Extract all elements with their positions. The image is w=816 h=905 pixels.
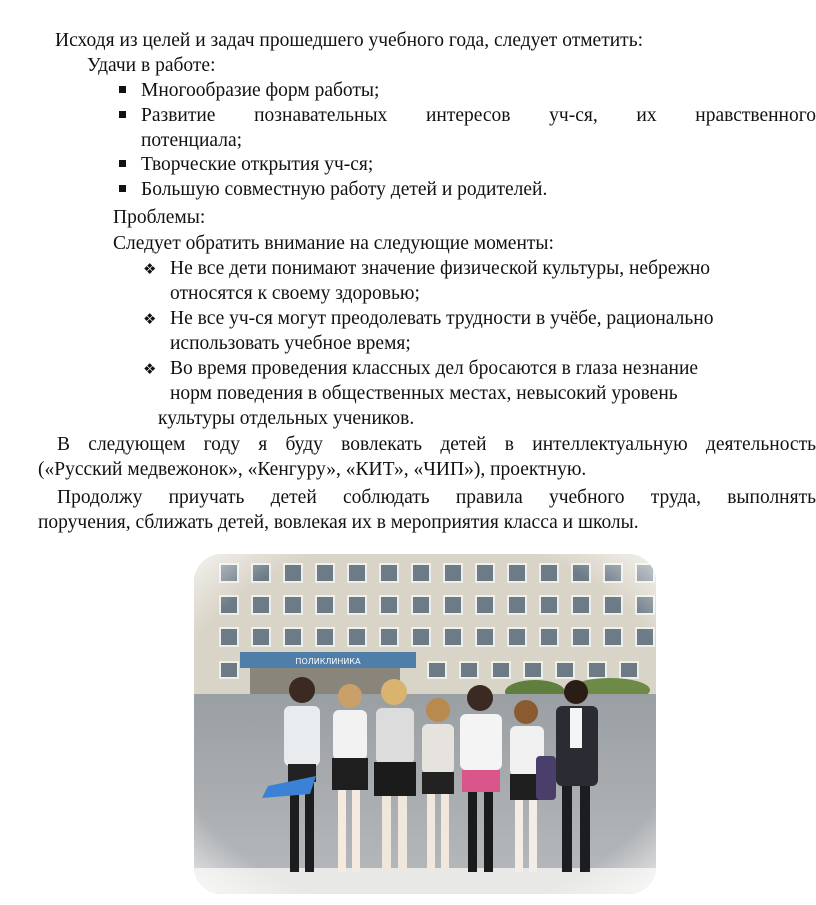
problems-heading: Проблемы: xyxy=(113,207,206,228)
problem-item-continued: норм поведения в общественных местах, невысокий уровень xyxy=(170,383,678,404)
success-item: Творческие открытия уч-ся; xyxy=(141,154,374,175)
plan-paragraph-1-continued: («Русский медвежонок», «Кенгуру», «КИТ», «ЧИП»), проектную. xyxy=(38,459,587,480)
diamond-bullet-icon: ❖ xyxy=(143,310,157,328)
success-item: Большую совместную работу детей и родителей. xyxy=(141,179,548,200)
problem-item-continued: использовать учебное время; xyxy=(170,333,411,354)
problem-item: Не все уч-ся могут преодолевать трудности в учёбе, рационально xyxy=(170,308,714,329)
diamond-bullet-icon: ❖ xyxy=(143,360,157,378)
plan-paragraph-2-continued: поручения, сближать детей, вовлекая их в мероприятия класса и школы. xyxy=(38,512,639,533)
success-item-continued: потенциала; xyxy=(141,130,243,151)
bullet-square xyxy=(119,111,126,118)
bullet-square xyxy=(119,160,126,167)
problem-item-continued: культуры отдельных учеников. xyxy=(158,408,415,429)
diamond-bullet-icon: ❖ xyxy=(143,260,157,278)
success-item: Многообразие форм работы; xyxy=(141,80,380,101)
problem-item-continued: относятся к своему здоровью; xyxy=(170,283,420,304)
class-photo xyxy=(190,550,660,898)
plan-paragraph-1: В следующем году я буду вовлекать детей в интеллектуальную деятельность xyxy=(57,434,816,455)
intro-text: Исходя из целей и задач прошедшего учебного года, следует отметить: xyxy=(55,30,643,51)
bullet-square xyxy=(119,185,126,192)
problem-item: Не все дети понимают значение физической культуры, небрежно xyxy=(170,258,711,279)
successes-heading: Удачи в работе: xyxy=(87,55,216,76)
plan-paragraph-2: Продолжу приучать детей соблюдать правила учебного труда, выполнять xyxy=(57,487,816,508)
success-item: Развитие познавательных интересов уч-ся, их нравственного xyxy=(141,105,816,126)
problem-item: Во время проведения классных дел бросаются в глаза незнание xyxy=(170,358,699,379)
bullet-square xyxy=(119,86,126,93)
attention-heading: Следует обратить внимание на следующие моменты: xyxy=(113,233,554,254)
